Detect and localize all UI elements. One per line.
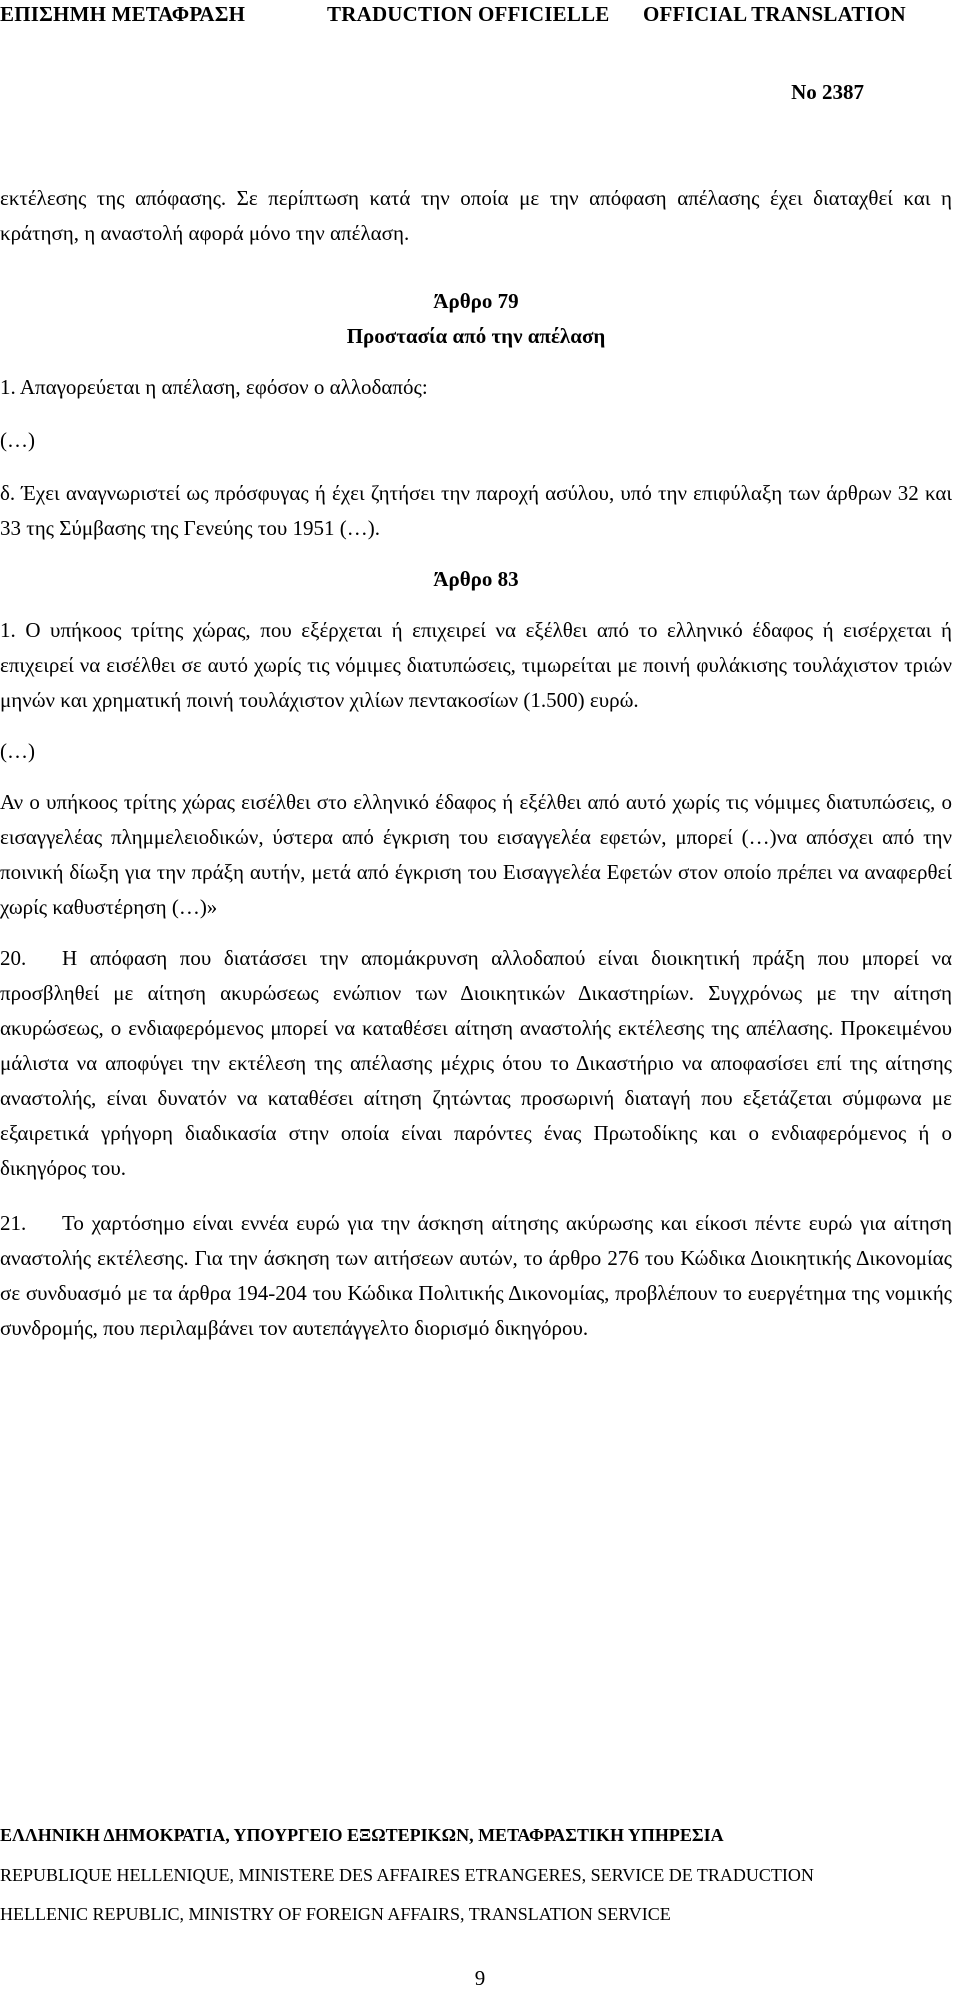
article-79-subtitle: Προστασία από την απέλαση bbox=[346, 324, 606, 348]
article-79-title: Άρθρο 79 bbox=[433, 289, 519, 313]
omission-marker: (…) bbox=[0, 739, 35, 763]
article-83-title: Άρθρο 83 bbox=[433, 567, 519, 591]
paragraph-21-number: 21. bbox=[0, 1211, 27, 1235]
paragraph-article-83-prosecution: Αν ο υπήκοος τρίτης χώρας εισέλθει στο ελληνικό έδαφος ή εξέλθει από αυτό χωρίς τις νόμιμες διατυπώσεις, ο εισαγγελέας πλημμελειοδικών, ύστερα από έγκριση του εισαγγελέα εφετών, μπορεί (…)να απόσχει από την ποινική δίωξη για την πράξη αυτήν, μετά από έγκριση του Εισαγγελέα Εφετών στον οποίο πρέπει να αναφερθεί χωρίς καθυστέρηση (…)» bbox=[0, 790, 952, 919]
paragraph-20-number: 20. bbox=[0, 946, 27, 970]
omission-marker: (…) bbox=[0, 428, 35, 452]
document-number: No 2387 bbox=[791, 80, 864, 104]
document-body bbox=[0, 181, 952, 1346]
footer-line-english: HELLENIC REPUBLIC, MINISTRY OF FOREIGN AFFAIRS, TRANSLATION SERVICE bbox=[0, 1904, 671, 1924]
header-label-greek: ΕΠΙΣΗΜΗ ΜΕΤΑΦΡΑΣΗ bbox=[0, 2, 246, 26]
paragraph-article-79-1: 1. Απαγορεύεται η απέλαση, εφόσον ο αλλοδαπός: bbox=[0, 375, 428, 399]
header-label-english: OFFICIAL TRANSLATION bbox=[643, 2, 906, 26]
paragraph-20 bbox=[0, 941, 952, 1186]
paragraph-article-79-d: δ. Έχει αναγνωριστεί ως πρόσφυγας ή έχει ζητήσει την παροχή ασύλου, υπό την επιφύλαξη των άρθρων 32 και 33 της Σύμβασης της Γενεύης του 1951 (…). bbox=[0, 481, 952, 540]
paragraph-deportation-suspension: εκτέλεσης της απόφασης. Σε περίπτωση κατά την οποία με την απόφαση απέλασης έχει διαταχθεί και η κράτηση, η αναστολή αφορά μόνο την απέλαση. bbox=[0, 186, 952, 245]
paragraph-21 bbox=[0, 1206, 952, 1346]
paragraph-21-text: Το χαρτόσημο είναι εννέα ευρώ για την άσκηση αίτησης ακύρωσης και είκοσι πέντε ευρώ για αίτηση αναστολής εκτέλεσης. Για την άσκηση των αιτήσεων αυτών, το άρθρο 276 του Κώδικα Διοικητικής Δικονομίας σε συνδυασμό με τα άρθρα 194-204 του Κώδικα Πολιτικής Δικονομίας, προβλέπουν το ευεργέτημα της νομικής συνδρομής, που περιλαμβάνει τον αυτεπάγγελτο διορισμό δικηγόρου. bbox=[0, 1211, 952, 1340]
page-number: 9 bbox=[474, 1966, 486, 1990]
header-label-french: TRADUCTION OFFICIELLE bbox=[327, 2, 610, 26]
paragraph-article-83-1: 1. Ο υπήκοος τρίτης χώρας, που εξέρχεται ή επιχειρεί να εξέλθει από το ελληνικό έδαφος ή εισέρχεται ή επιχειρεί να εισέλθει σε αυτό χωρίς τις νόμιμες διατυπώσεις, τιμωρείται με ποινή φυλάκισης τουλάχιστον τριών μηνών και χρηματική ποινή τουλάχιστον χιλίων πεντακοσίων (1.500) ευρώ. bbox=[0, 618, 952, 712]
footer-line-french: REPUBLIQUE HELLENIQUE, MINISTERE DES AFFAIRES ETRANGERES, SERVICE DE TRADUCTION bbox=[0, 1865, 814, 1885]
footer-line-greek: ΕΛΛΗΝΙΚΗ ΔΗΜΟΚΡΑΤΙΑ, ΥΠΟΥΡΓΕΙΟ ΕΞΩΤΕΡΙΚΩΝ, ΜΕΤΑΦΡΑΣΤΙΚΗ ΥΠΗΡΕΣΙΑ bbox=[0, 1825, 724, 1845]
paragraph-20-text: Η απόφαση που διατάσσει την απομάκρυνση αλλοδαπού είναι διοικητική πράξη που μπορεί να προσβληθεί με αίτηση ακυρώσεως ενώπιον των Διοικητικών Δικαστηρίων. Συγχρόνως με την αίτηση ακυρώσεως, ο ενδιαφερόμενος μπορεί να καταθέσει αίτηση αναστολής εκτέλεσης της απέλασης. Προκειμένου μάλιστα να αποφύγει την εκτέλεση της απέλασης μέχρις ότου το Δικαστήριο να αποφασίσει επί της αίτησης αναστολής, είναι δυνατόν να καταθέσει αίτηση ζητώντας προσωρινή διαταγή που εξετάζεται σύμφωνα με εξαιρετικά γρήγορη διαδικασία στην οποία είναι παρόντες ένας Πρωτοδίκης και ο ενδιαφερόμενος ή ο δικηγόρος του. bbox=[0, 946, 952, 1180]
